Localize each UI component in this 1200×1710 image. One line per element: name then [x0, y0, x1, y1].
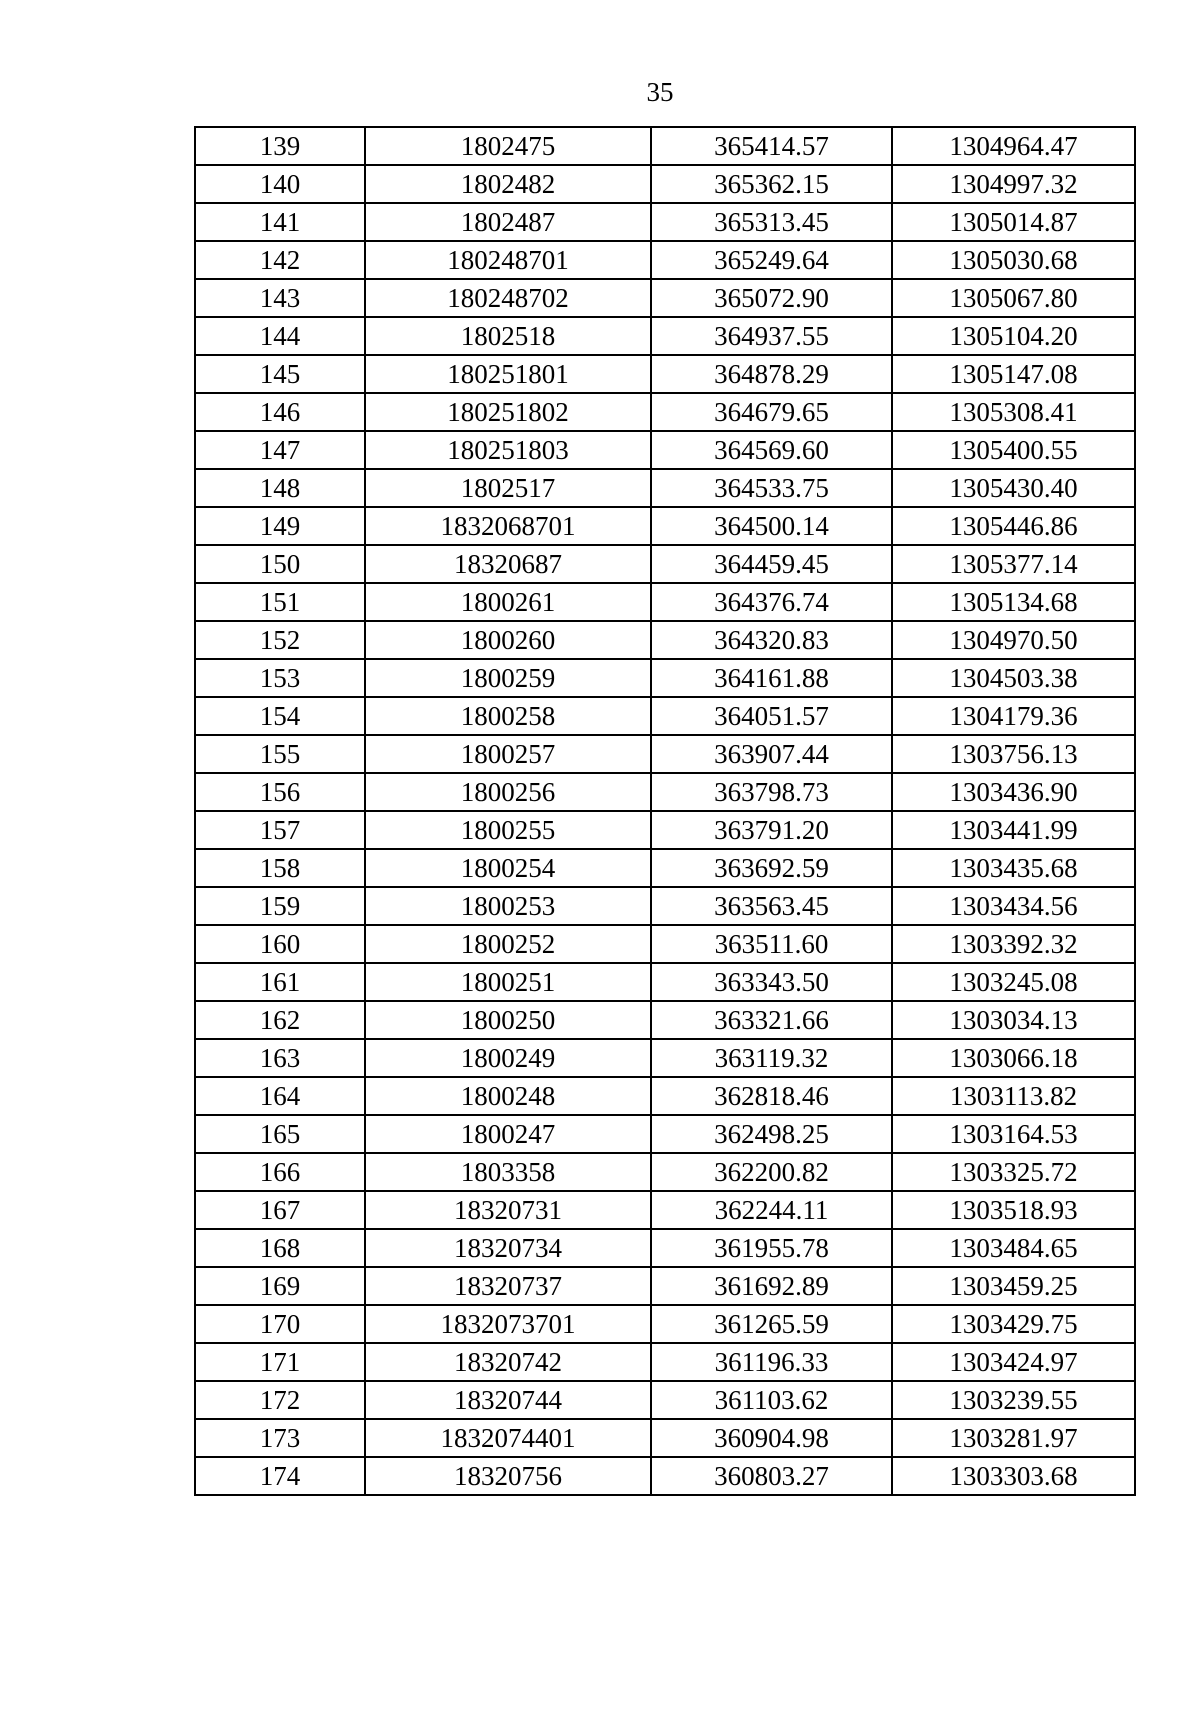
- row-number-cell: 162: [195, 1001, 365, 1039]
- x-coordinate-cell: 363119.32: [651, 1039, 892, 1077]
- point-id-cell: 1803358: [365, 1153, 651, 1191]
- x-coordinate-cell: 362498.25: [651, 1115, 892, 1153]
- table-row: [195, 1305, 1135, 1343]
- table-row: [195, 203, 1135, 241]
- table-row: [195, 849, 1135, 887]
- y-coordinate-cell: 1305014.87: [892, 203, 1135, 241]
- row-number-cell: 163: [195, 1039, 365, 1077]
- y-coordinate-cell: 1303164.53: [892, 1115, 1135, 1153]
- row-number-cell: 167: [195, 1191, 365, 1229]
- point-id-cell: 18320744: [365, 1381, 651, 1419]
- point-id-cell: 18320731: [365, 1191, 651, 1229]
- y-coordinate-cell: 1303429.75: [892, 1305, 1135, 1343]
- table-row: [195, 697, 1135, 735]
- y-coordinate-cell: 1304997.32: [892, 165, 1135, 203]
- x-coordinate-cell: 364161.88: [651, 659, 892, 697]
- table-row: [195, 773, 1135, 811]
- row-number-cell: 148: [195, 469, 365, 507]
- coordinates-table: [194, 126, 1136, 1496]
- x-coordinate-cell: 364937.55: [651, 317, 892, 355]
- y-coordinate-cell: 1305067.80: [892, 279, 1135, 317]
- y-coordinate-cell: 1303239.55: [892, 1381, 1135, 1419]
- point-id-cell: 1800255: [365, 811, 651, 849]
- x-coordinate-cell: 365362.15: [651, 165, 892, 203]
- row-number-cell: 154: [195, 697, 365, 735]
- table-row: [195, 963, 1135, 1001]
- table-row: [195, 469, 1135, 507]
- point-id-cell: 180251802: [365, 393, 651, 431]
- row-number-cell: 152: [195, 621, 365, 659]
- x-coordinate-cell: 361265.59: [651, 1305, 892, 1343]
- x-coordinate-cell: 364569.60: [651, 431, 892, 469]
- point-id-cell: 1800261: [365, 583, 651, 621]
- point-id-cell: 1832073701: [365, 1305, 651, 1343]
- x-coordinate-cell: 364679.65: [651, 393, 892, 431]
- y-coordinate-cell: 1303113.82: [892, 1077, 1135, 1115]
- table-row: [195, 735, 1135, 773]
- table-row: [195, 1191, 1135, 1229]
- page-number: 35: [646, 77, 674, 107]
- row-number-cell: 172: [195, 1381, 365, 1419]
- row-number-cell: 151: [195, 583, 365, 621]
- y-coordinate-cell: 1305134.68: [892, 583, 1135, 621]
- y-coordinate-cell: 1305147.08: [892, 355, 1135, 393]
- point-id-cell: 18320742: [365, 1343, 651, 1381]
- table-row: [195, 393, 1135, 431]
- table-row: [195, 355, 1135, 393]
- row-number-cell: 159: [195, 887, 365, 925]
- x-coordinate-cell: 361955.78: [651, 1229, 892, 1267]
- point-id-cell: 1800258: [365, 697, 651, 735]
- row-number-cell: 144: [195, 317, 365, 355]
- row-number-cell: 174: [195, 1457, 365, 1495]
- point-id-cell: 1800254: [365, 849, 651, 887]
- table-row: [195, 1039, 1135, 1077]
- x-coordinate-cell: 365072.90: [651, 279, 892, 317]
- x-coordinate-cell: 363692.59: [651, 849, 892, 887]
- table-row: [195, 545, 1135, 583]
- table-row: [195, 1001, 1135, 1039]
- table-row: [195, 811, 1135, 849]
- point-id-cell: 180248701: [365, 241, 651, 279]
- y-coordinate-cell: 1305308.41: [892, 393, 1135, 431]
- row-number-cell: 140: [195, 165, 365, 203]
- row-number-cell: 165: [195, 1115, 365, 1153]
- table-row: [195, 1229, 1135, 1267]
- point-id-cell: 180251803: [365, 431, 651, 469]
- x-coordinate-cell: 364500.14: [651, 507, 892, 545]
- y-coordinate-cell: 1303518.93: [892, 1191, 1135, 1229]
- row-number-cell: 168: [195, 1229, 365, 1267]
- x-coordinate-cell: 364376.74: [651, 583, 892, 621]
- point-id-cell: 1802482: [365, 165, 651, 203]
- row-number-cell: 160: [195, 925, 365, 963]
- point-id-cell: 1800259: [365, 659, 651, 697]
- x-coordinate-cell: 365313.45: [651, 203, 892, 241]
- row-number-cell: 166: [195, 1153, 365, 1191]
- x-coordinate-cell: 365414.57: [651, 127, 892, 165]
- row-number-cell: 155: [195, 735, 365, 773]
- row-number-cell: 149: [195, 507, 365, 545]
- row-number-cell: 171: [195, 1343, 365, 1381]
- point-id-cell: 1800253: [365, 887, 651, 925]
- point-id-cell: 1832068701: [365, 507, 651, 545]
- x-coordinate-cell: 363321.66: [651, 1001, 892, 1039]
- y-coordinate-cell: 1305400.55: [892, 431, 1135, 469]
- y-coordinate-cell: 1303325.72: [892, 1153, 1135, 1191]
- row-number-cell: 156: [195, 773, 365, 811]
- table-row: [195, 507, 1135, 545]
- row-number-cell: 164: [195, 1077, 365, 1115]
- point-id-cell: 1802518: [365, 317, 651, 355]
- y-coordinate-cell: 1303303.68: [892, 1457, 1135, 1495]
- x-coordinate-cell: 364533.75: [651, 469, 892, 507]
- x-coordinate-cell: 363343.50: [651, 963, 892, 1001]
- table-row: [195, 1267, 1135, 1305]
- y-coordinate-cell: 1305030.68: [892, 241, 1135, 279]
- x-coordinate-cell: 361196.33: [651, 1343, 892, 1381]
- x-coordinate-cell: 361103.62: [651, 1381, 892, 1419]
- row-number-cell: 150: [195, 545, 365, 583]
- row-number-cell: 161: [195, 963, 365, 1001]
- point-id-cell: 1800248: [365, 1077, 651, 1115]
- y-coordinate-cell: 1303459.25: [892, 1267, 1135, 1305]
- table-row: [195, 1343, 1135, 1381]
- point-id-cell: 1802517: [365, 469, 651, 507]
- table-body: [195, 127, 1135, 1495]
- table-row: [195, 887, 1135, 925]
- x-coordinate-cell: 361692.89: [651, 1267, 892, 1305]
- y-coordinate-cell: 1303484.65: [892, 1229, 1135, 1267]
- table-row: [195, 127, 1135, 165]
- y-coordinate-cell: 1303436.90: [892, 773, 1135, 811]
- point-id-cell: 18320737: [365, 1267, 651, 1305]
- y-coordinate-cell: 1303435.68: [892, 849, 1135, 887]
- y-coordinate-cell: 1305377.14: [892, 545, 1135, 583]
- x-coordinate-cell: 364459.45: [651, 545, 892, 583]
- row-number-cell: 170: [195, 1305, 365, 1343]
- row-number-cell: 157: [195, 811, 365, 849]
- x-coordinate-cell: 362244.11: [651, 1191, 892, 1229]
- row-number-cell: 142: [195, 241, 365, 279]
- table-row: [195, 1153, 1135, 1191]
- y-coordinate-cell: 1305430.40: [892, 469, 1135, 507]
- point-id-cell: 1800260: [365, 621, 651, 659]
- row-number-cell: 145: [195, 355, 365, 393]
- x-coordinate-cell: 364320.83: [651, 621, 892, 659]
- x-coordinate-cell: 360904.98: [651, 1419, 892, 1457]
- x-coordinate-cell: 365249.64: [651, 241, 892, 279]
- y-coordinate-cell: 1303424.97: [892, 1343, 1135, 1381]
- row-number-cell: 158: [195, 849, 365, 887]
- point-id-cell: 1802475: [365, 127, 651, 165]
- y-coordinate-cell: 1304970.50: [892, 621, 1135, 659]
- x-coordinate-cell: 363511.60: [651, 925, 892, 963]
- table-row: [195, 1077, 1135, 1115]
- point-id-cell: 1800250: [365, 1001, 651, 1039]
- row-number-cell: 169: [195, 1267, 365, 1305]
- y-coordinate-cell: 1304964.47: [892, 127, 1135, 165]
- x-coordinate-cell: 362200.82: [651, 1153, 892, 1191]
- row-number-cell: 147: [195, 431, 365, 469]
- y-coordinate-cell: 1303245.08: [892, 963, 1135, 1001]
- y-coordinate-cell: 1303434.56: [892, 887, 1135, 925]
- row-number-cell: 173: [195, 1419, 365, 1457]
- y-coordinate-cell: 1303281.97: [892, 1419, 1135, 1457]
- table-row: [195, 317, 1135, 355]
- point-id-cell: 18320687: [365, 545, 651, 583]
- point-id-cell: 180251801: [365, 355, 651, 393]
- point-id-cell: 1800257: [365, 735, 651, 773]
- y-coordinate-cell: 1304503.38: [892, 659, 1135, 697]
- x-coordinate-cell: 364051.57: [651, 697, 892, 735]
- point-id-cell: 1800256: [365, 773, 651, 811]
- row-number-cell: 143: [195, 279, 365, 317]
- table-row: [195, 621, 1135, 659]
- table-row: [195, 241, 1135, 279]
- table-row: [195, 1381, 1135, 1419]
- y-coordinate-cell: 1304179.36: [892, 697, 1135, 735]
- point-id-cell: 1832074401: [365, 1419, 651, 1457]
- row-number-cell: 146: [195, 393, 365, 431]
- table-row: [195, 1419, 1135, 1457]
- x-coordinate-cell: 360803.27: [651, 1457, 892, 1495]
- x-coordinate-cell: 363791.20: [651, 811, 892, 849]
- point-id-cell: 18320756: [365, 1457, 651, 1495]
- y-coordinate-cell: 1303066.18: [892, 1039, 1135, 1077]
- table-row: [195, 1457, 1135, 1495]
- x-coordinate-cell: 363907.44: [651, 735, 892, 773]
- row-number-cell: 139: [195, 127, 365, 165]
- point-id-cell: 1800252: [365, 925, 651, 963]
- row-number-cell: 153: [195, 659, 365, 697]
- table-row: [195, 1115, 1135, 1153]
- table-row: [195, 431, 1135, 469]
- point-id-cell: 1800247: [365, 1115, 651, 1153]
- point-id-cell: 18320734: [365, 1229, 651, 1267]
- y-coordinate-cell: 1305104.20: [892, 317, 1135, 355]
- y-coordinate-cell: 1305446.86: [892, 507, 1135, 545]
- table-row: [195, 583, 1135, 621]
- table-row: [195, 165, 1135, 203]
- point-id-cell: 180248702: [365, 279, 651, 317]
- row-number-cell: 141: [195, 203, 365, 241]
- point-id-cell: 1800249: [365, 1039, 651, 1077]
- point-id-cell: 1800251: [365, 963, 651, 1001]
- y-coordinate-cell: 1303392.32: [892, 925, 1135, 963]
- table-row: [195, 279, 1135, 317]
- x-coordinate-cell: 363798.73: [651, 773, 892, 811]
- table-row: [195, 925, 1135, 963]
- x-coordinate-cell: 364878.29: [651, 355, 892, 393]
- y-coordinate-cell: 1303441.99: [892, 811, 1135, 849]
- x-coordinate-cell: 363563.45: [651, 887, 892, 925]
- table-row: [195, 659, 1135, 697]
- y-coordinate-cell: 1303034.13: [892, 1001, 1135, 1039]
- y-coordinate-cell: 1303756.13: [892, 735, 1135, 773]
- point-id-cell: 1802487: [365, 203, 651, 241]
- x-coordinate-cell: 362818.46: [651, 1077, 892, 1115]
